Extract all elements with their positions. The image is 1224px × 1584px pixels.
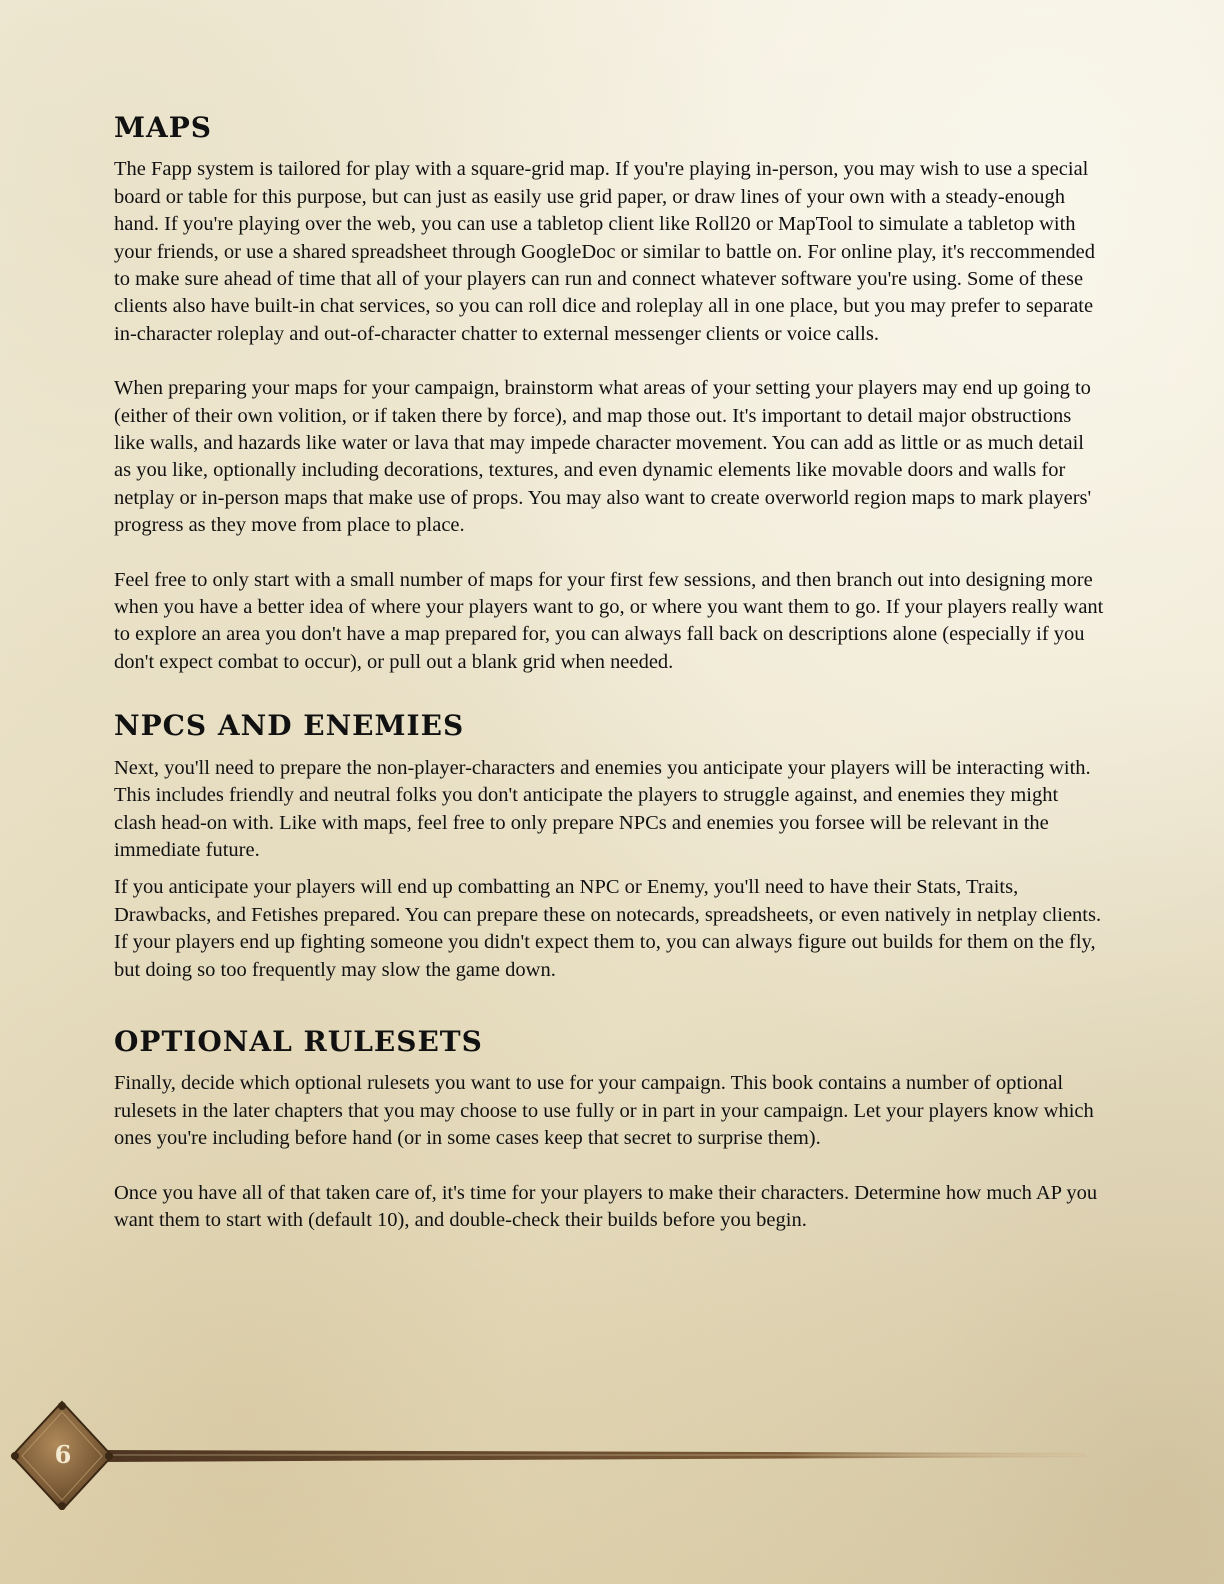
section-title-optional-rulesets: OPTIONAL RULESETS (114, 1024, 483, 1058)
section-optional-rulesets (114, 1024, 1104, 1234)
footer-rule (95, 1450, 1085, 1462)
paragraph: Feel free to only start with a small number of maps for your first few sessions, and then branch out into designing more when you have a better idea of where your players want to go, or where you want them to go. If your players really want to explore an area you don't have a map prepared for, you can always fall back on descriptions alone (especially if you don't expect combat to occur), or pull out a blank grid when needed. (114, 568, 1104, 673)
page-content (114, 110, 1104, 1234)
paragraph: If you anticipate your players will end up combatting an NPC or Enemy, you'll need to have their Stats, Traits, Drawbacks, and Fetishes prepared. You can prepare these on notecards, spreadsheets, or even natively in netplay clients. If your players end up fighting someone you didn't expect them to, you can always figure out builds for them on the fly, but doing so too frequently may slow the game down. (114, 876, 1102, 981)
paragraph: When preparing your maps for your campaign, brainstorm what areas of your setting your players may end up going to (either of their own volition, or if taken there by force), and map those out. It's important to detail major obstructions like walls, and hazards like water or lava that may impede character movement. You can add as little or as much detail as you like, optionally including decorations, textures, and even dynamic elements like movable doors and walls for netplay or in-person maps that make use of props. You may also want to create overworld region maps to mark players' progress as they move from place to place. (114, 377, 1092, 537)
section-title-npcs-and-enemies: NPCS AND ENEMIES (114, 709, 465, 743)
paragraph: Once you have all of that taken care of, it's time for your players to make their characters. Determine how much AP you want them to start with (default 10), and double-check their builds before you begin. (114, 1181, 1098, 1231)
paragraph: The Fapp system is tailored for play with a square-grid map. If you're playing in-person, you may wish to use a special board or table for this purpose, but can just as easily use grid paper, or draw lines of your own with a steady-enough hand. If you're playing over the web, you can use a tabletop client like Roll20 or MapTool to simulate a tabletop with your friends, or use a shared spreadsheet through GoogleDoc or similar to battle on. For online play, it's reccommended to make sure ahead of time that all of your players can run and connect whatever software you're using. Some of these clients also have built-in chat services, so you can roll dice and roleplay all in one place, but you may prefer to separate in-character roleplay and out-of-character chatter to external messenger clients or voice calls. (114, 158, 1095, 345)
section-npcs-and-enemies (114, 708, 1104, 984)
paragraph: Next, you'll need to prepare the non-player-characters and enemies you anticipate your players will be interacting with. This includes friendly and neutral folks you don't anticipate the players to struggle against, and enemies they might clash head-on with. Like with maps, feel free to only prepare NPCs and enemies you forsee will be relevant in the immediate future. (114, 756, 1091, 861)
section-maps (114, 110, 1104, 676)
page-number: 6 (54, 1440, 72, 1469)
section-title-maps: MAPS (114, 111, 212, 144)
paragraph: Finally, decide which optional rulesets you want to use for your campaign. This book contains a number of optional rulesets in the later chapters that you may choose to use fully or in part in your campaign. Let your players know which ones you're including before hand (or in some cases keep that secret to surprise them). (114, 1072, 1094, 1150)
footer-ornament (0, 1400, 1224, 1510)
